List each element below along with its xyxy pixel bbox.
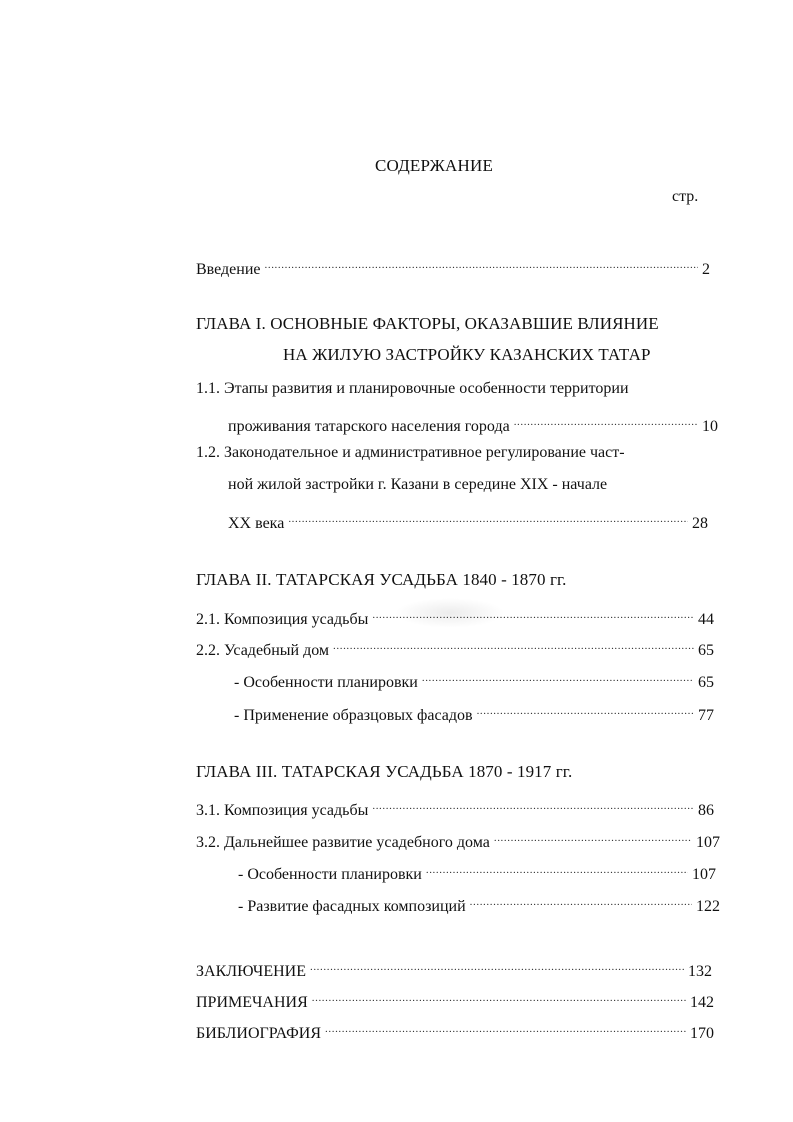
toc-entry-page: 122 <box>696 898 720 915</box>
leader-dots <box>265 252 699 274</box>
toc-entry-notes <box>196 985 714 1011</box>
toc-entry-text: 3.2. Дальнейшее развитие усадебного дома <box>196 834 490 851</box>
toc-entry-page: 65 <box>698 674 714 691</box>
leader-dots <box>422 665 694 687</box>
chapter-2-heading: ГЛАВА II. ТАТАРСКАЯ УСАДЬБА 1840 - 1870 гг. <box>196 570 567 589</box>
toc-entry-page: 170 <box>690 1025 714 1042</box>
toc-entry-page: 44 <box>698 611 714 628</box>
toc-entry-text: ЗАКЛЮЧЕНИЕ <box>196 963 306 980</box>
leader-dots <box>325 1016 686 1038</box>
toc-entry-text: - Применение образцовых фасадов <box>234 707 473 724</box>
toc-entry-page: 107 <box>692 866 716 883</box>
toc-entry-1-1-line1: 1.1. Этапы развития и планировочные особенности территории <box>196 380 629 397</box>
leader-dots <box>310 954 684 976</box>
leader-dots <box>514 409 698 431</box>
toc-entry-conclusion <box>196 954 712 980</box>
chapter-1-heading-line1: ГЛАВА I. ОСНОВНЫЕ ФАКТОРЫ, ОКАЗАВШИЕ ВЛИЯНИЕ <box>196 314 659 333</box>
toc-entry-text: проживания татарского населения города <box>228 418 510 435</box>
leader-dots <box>426 857 688 879</box>
chapter-3-heading: ГЛАВА III. ТАТАРСКАЯ УСАДЬБА 1870 - 1917 гг. <box>196 762 573 781</box>
toc-entry-page: 10 <box>702 418 718 435</box>
toc-entry-page: 2 <box>702 261 710 278</box>
toc-entry-text: 2.1. Композиция усадьбы <box>196 611 369 628</box>
chapter-1-heading-line2: НА ЖИЛУЮ ЗАСТРОЙКУ КАЗАНСКИХ ТАТАР <box>283 345 651 364</box>
leader-dots <box>288 506 688 528</box>
page-column-label: стр. <box>672 188 699 205</box>
leader-dots <box>477 698 694 720</box>
toc-entry-3-1 <box>196 793 714 819</box>
page-title: СОДЕРЖАНИЕ <box>374 156 494 175</box>
toc-entry-page: 77 <box>698 707 714 724</box>
toc-entry-bibliography <box>196 1016 714 1042</box>
toc-entry-3-2 <box>196 825 720 851</box>
toc-entry-page: 86 <box>698 802 714 819</box>
toc-entry-1-1 <box>228 409 718 435</box>
toc-entry-2-2b <box>234 698 714 724</box>
toc-entry-2-2 <box>196 633 714 659</box>
leader-dots <box>333 633 694 655</box>
toc-entry-text: - Развитие фасадных композиций <box>238 898 466 915</box>
toc-entry-3-2b <box>238 889 720 915</box>
toc-entry-3-2a <box>238 857 716 883</box>
toc-entry-2-1 <box>196 602 714 628</box>
leader-dots <box>372 602 694 624</box>
toc-entry-page: 107 <box>696 834 720 851</box>
toc-entry-text: ПРИМЕЧАНИЯ <box>196 994 308 1011</box>
toc-entry-text: - Особенности планировки <box>238 866 422 883</box>
toc-entry-page: 65 <box>698 642 714 659</box>
toc-entry-page: 28 <box>692 515 708 532</box>
toc-entry-page: 132 <box>688 963 712 980</box>
toc-entry-text: - Особенности планировки <box>234 674 418 691</box>
leader-dots <box>494 825 692 847</box>
toc-entry-intro <box>196 252 710 278</box>
toc-entry-text: XX века <box>228 515 285 532</box>
leader-dots <box>372 793 694 815</box>
toc-entry-text: Введение <box>196 261 261 278</box>
toc-entry-1-2 <box>228 506 708 532</box>
toc-entry-1-2-line1: 1.2. Законодательное и административное регулирование част- <box>196 444 625 461</box>
leader-dots <box>312 985 686 1007</box>
toc-entry-1-2-line2: ной жилой застройки г. Казани в середине XIX - начале <box>228 476 608 493</box>
toc-entry-text: БИБЛИОГРАФИЯ <box>196 1025 322 1042</box>
toc-entry-text: 3.1. Композиция усадьбы <box>196 802 369 819</box>
toc-entry-text: 2.2. Усадебный дом <box>196 642 330 659</box>
toc-entry-2-2a <box>234 665 714 691</box>
leader-dots <box>470 889 692 911</box>
toc-entry-page: 142 <box>690 994 714 1011</box>
